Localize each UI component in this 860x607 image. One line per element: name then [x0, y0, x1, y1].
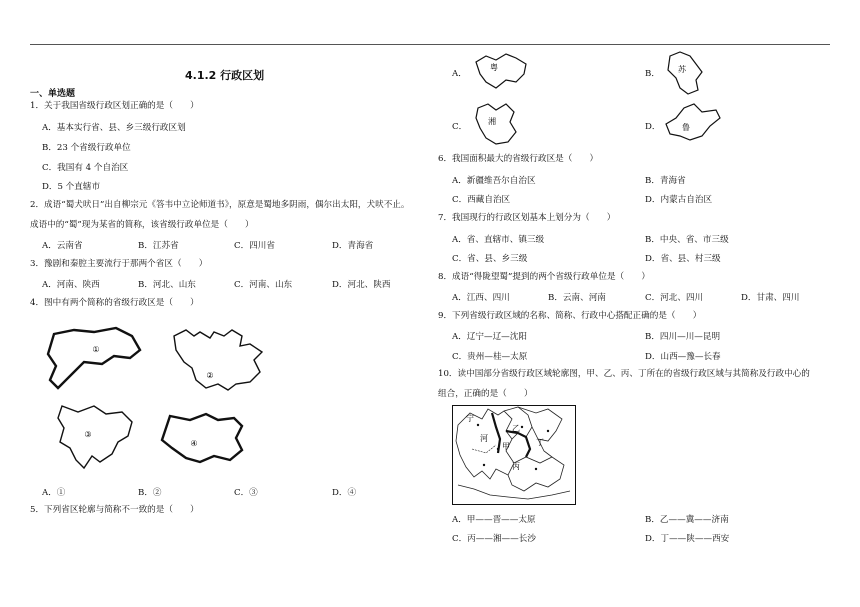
q10-option-a[interactable]: A．甲——晋——太原 — [452, 515, 536, 525]
q4-map-1 — [44, 322, 154, 392]
q9-stem: 9．下列省级行政区域的名称、简称、行政中心搭配正确的是（ ） — [438, 311, 702, 321]
section-heading: 一、单选题 — [30, 89, 76, 99]
q2-option-b[interactable]: B．江苏省 — [138, 241, 179, 251]
q10-option-d[interactable]: D．丁——陕——西安 — [645, 534, 730, 544]
q5-stem: 5．下列省区轮廓与简称不一致的是（ ） — [30, 505, 199, 515]
q1-stem: 1．关于我国省级行政区划正确的是（ ） — [30, 101, 199, 111]
q4-option-c[interactable]: C．③ — [234, 488, 258, 498]
q2-stem-line2: 成语中的“蜀”现为某省的简称，该省级行政单位是（ ） — [30, 220, 254, 230]
q10-map — [452, 405, 576, 505]
page-title: 4.1.2 行政区划 — [185, 69, 265, 82]
q5-option-c[interactable]: C． — [452, 122, 468, 132]
header-rule — [30, 44, 830, 45]
q1-option-b[interactable]: B．23 个省级行政单位 — [42, 143, 131, 153]
q6-option-a[interactable]: A．新疆维吾尔自治区 — [452, 176, 536, 186]
q9-option-d[interactable]: D．山西—豫—长春 — [645, 352, 721, 362]
q5-map-d — [662, 102, 724, 144]
q5-map-a — [472, 52, 532, 92]
q5-label-b: 苏 — [678, 65, 686, 74]
q4-map-3 — [54, 402, 164, 472]
q5-option-d[interactable]: D． — [645, 122, 661, 132]
q10-option-b[interactable]: B．乙——冀——济南 — [645, 515, 729, 525]
q3-option-a[interactable]: A．河南、陕西 — [42, 280, 100, 290]
q3-option-b[interactable]: B．河北、山东 — [138, 280, 196, 290]
q10-label-bing: 丙 — [512, 462, 520, 471]
q1-option-a[interactable]: A．基本实行省、县、乡三级行政区划 — [42, 123, 186, 133]
q6-option-b[interactable]: B．青海省 — [645, 176, 686, 186]
q7-option-d[interactable]: D．省、县、村三级 — [645, 254, 721, 264]
q2-option-d[interactable]: D．青海省 — [332, 241, 374, 251]
q8-option-c[interactable]: C．河北、四川 — [645, 293, 704, 303]
q4-label-3: ③ — [84, 430, 92, 439]
q4-map-4 — [156, 410, 266, 470]
q4-option-a[interactable]: A．① — [42, 488, 66, 498]
q7-option-a[interactable]: A．省、直辖市、镇三级 — [452, 235, 545, 245]
q9-option-a[interactable]: A．辽宁—辽—沈阳 — [452, 332, 527, 342]
q1-option-c[interactable]: C．我国有 4 个自治区 — [42, 163, 129, 173]
q6-option-d[interactable]: D．内蒙古自治区 — [645, 195, 713, 205]
q2-option-c[interactable]: C．四川省 — [234, 241, 275, 251]
q9-option-b[interactable]: B．四川—川—昆明 — [645, 332, 721, 342]
q5-label-a: 粤 — [490, 63, 498, 72]
q2-option-a[interactable]: A．云南省 — [42, 241, 83, 251]
q7-option-c[interactable]: C．省、县、乡三级 — [452, 254, 528, 264]
q6-stem: 6．我国面积最大的省级行政区是（ ） — [438, 154, 599, 164]
q10-label-ding: 丁 — [536, 438, 544, 447]
q8-option-d[interactable]: D．甘肃、四川 — [741, 293, 800, 303]
q10-label-yi: 乙 — [512, 424, 520, 433]
q7-option-b[interactable]: B．中央、省、市三级 — [645, 235, 729, 245]
q10-label-ning: 宁 — [466, 414, 474, 423]
q5-option-b[interactable]: B． — [645, 69, 660, 79]
q4-map-2 — [170, 328, 280, 398]
q1-option-d[interactable]: D．5 个直辖市 — [42, 182, 101, 192]
q10-stem-line1: 10．读中国部分省级行政区域轮廓图，甲、乙、丙、丁所在的省级行政区域与其简称及行政中心的 — [438, 369, 810, 379]
q9-option-c[interactable]: C．贵州—桂—太原 — [452, 352, 528, 362]
q10-label-he: 河 — [480, 434, 488, 443]
q8-stem: 8．成语“得陇望蜀”提到的两个省级行政单位是（ ） — [438, 272, 650, 282]
q7-stem: 7．我国现行的行政区划基本上划分为（ ） — [438, 213, 616, 223]
q3-stem: 3．豫剧和秦腔主要流行于那两个省区（ ） — [30, 259, 208, 269]
q3-option-d[interactable]: D．河北、陕西 — [332, 280, 391, 290]
q4-option-d[interactable]: D．④ — [332, 488, 357, 498]
q3-option-c[interactable]: C．河南、山东 — [234, 280, 293, 290]
q5-map-c — [472, 100, 522, 148]
q4-stem: 4．图中有两个简称的省级行政区是（ ） — [30, 298, 199, 308]
q6-option-c[interactable]: C．西藏自治区 — [452, 195, 511, 205]
q10-option-c[interactable]: C．丙——湘——长沙 — [452, 534, 536, 544]
q4-label-1: ① — [92, 345, 100, 354]
q5-map-b — [662, 50, 712, 96]
q8-option-b[interactable]: B．云南、河南 — [548, 293, 606, 303]
q8-option-a[interactable]: A．江西、四川 — [452, 293, 510, 303]
q10-label-jia: 甲 — [502, 442, 510, 451]
q4-label-4: ④ — [190, 439, 198, 448]
q4-label-2: ② — [206, 371, 214, 380]
q5-option-a[interactable]: A． — [452, 69, 467, 79]
q2-stem-line1: 2．成语“蜀犬吠日”出自柳宗元《答韦中立论师道书》，原意是蜀地多阴雨，偶尔出太阳，犬吠不止。 — [30, 200, 410, 210]
q10-stem-line2: 组合，正确的是（ ） — [438, 389, 533, 399]
q5-label-c: 湘 — [488, 117, 496, 126]
q4-option-b[interactable]: B．② — [138, 488, 162, 498]
q5-label-d: 鲁 — [682, 123, 690, 132]
